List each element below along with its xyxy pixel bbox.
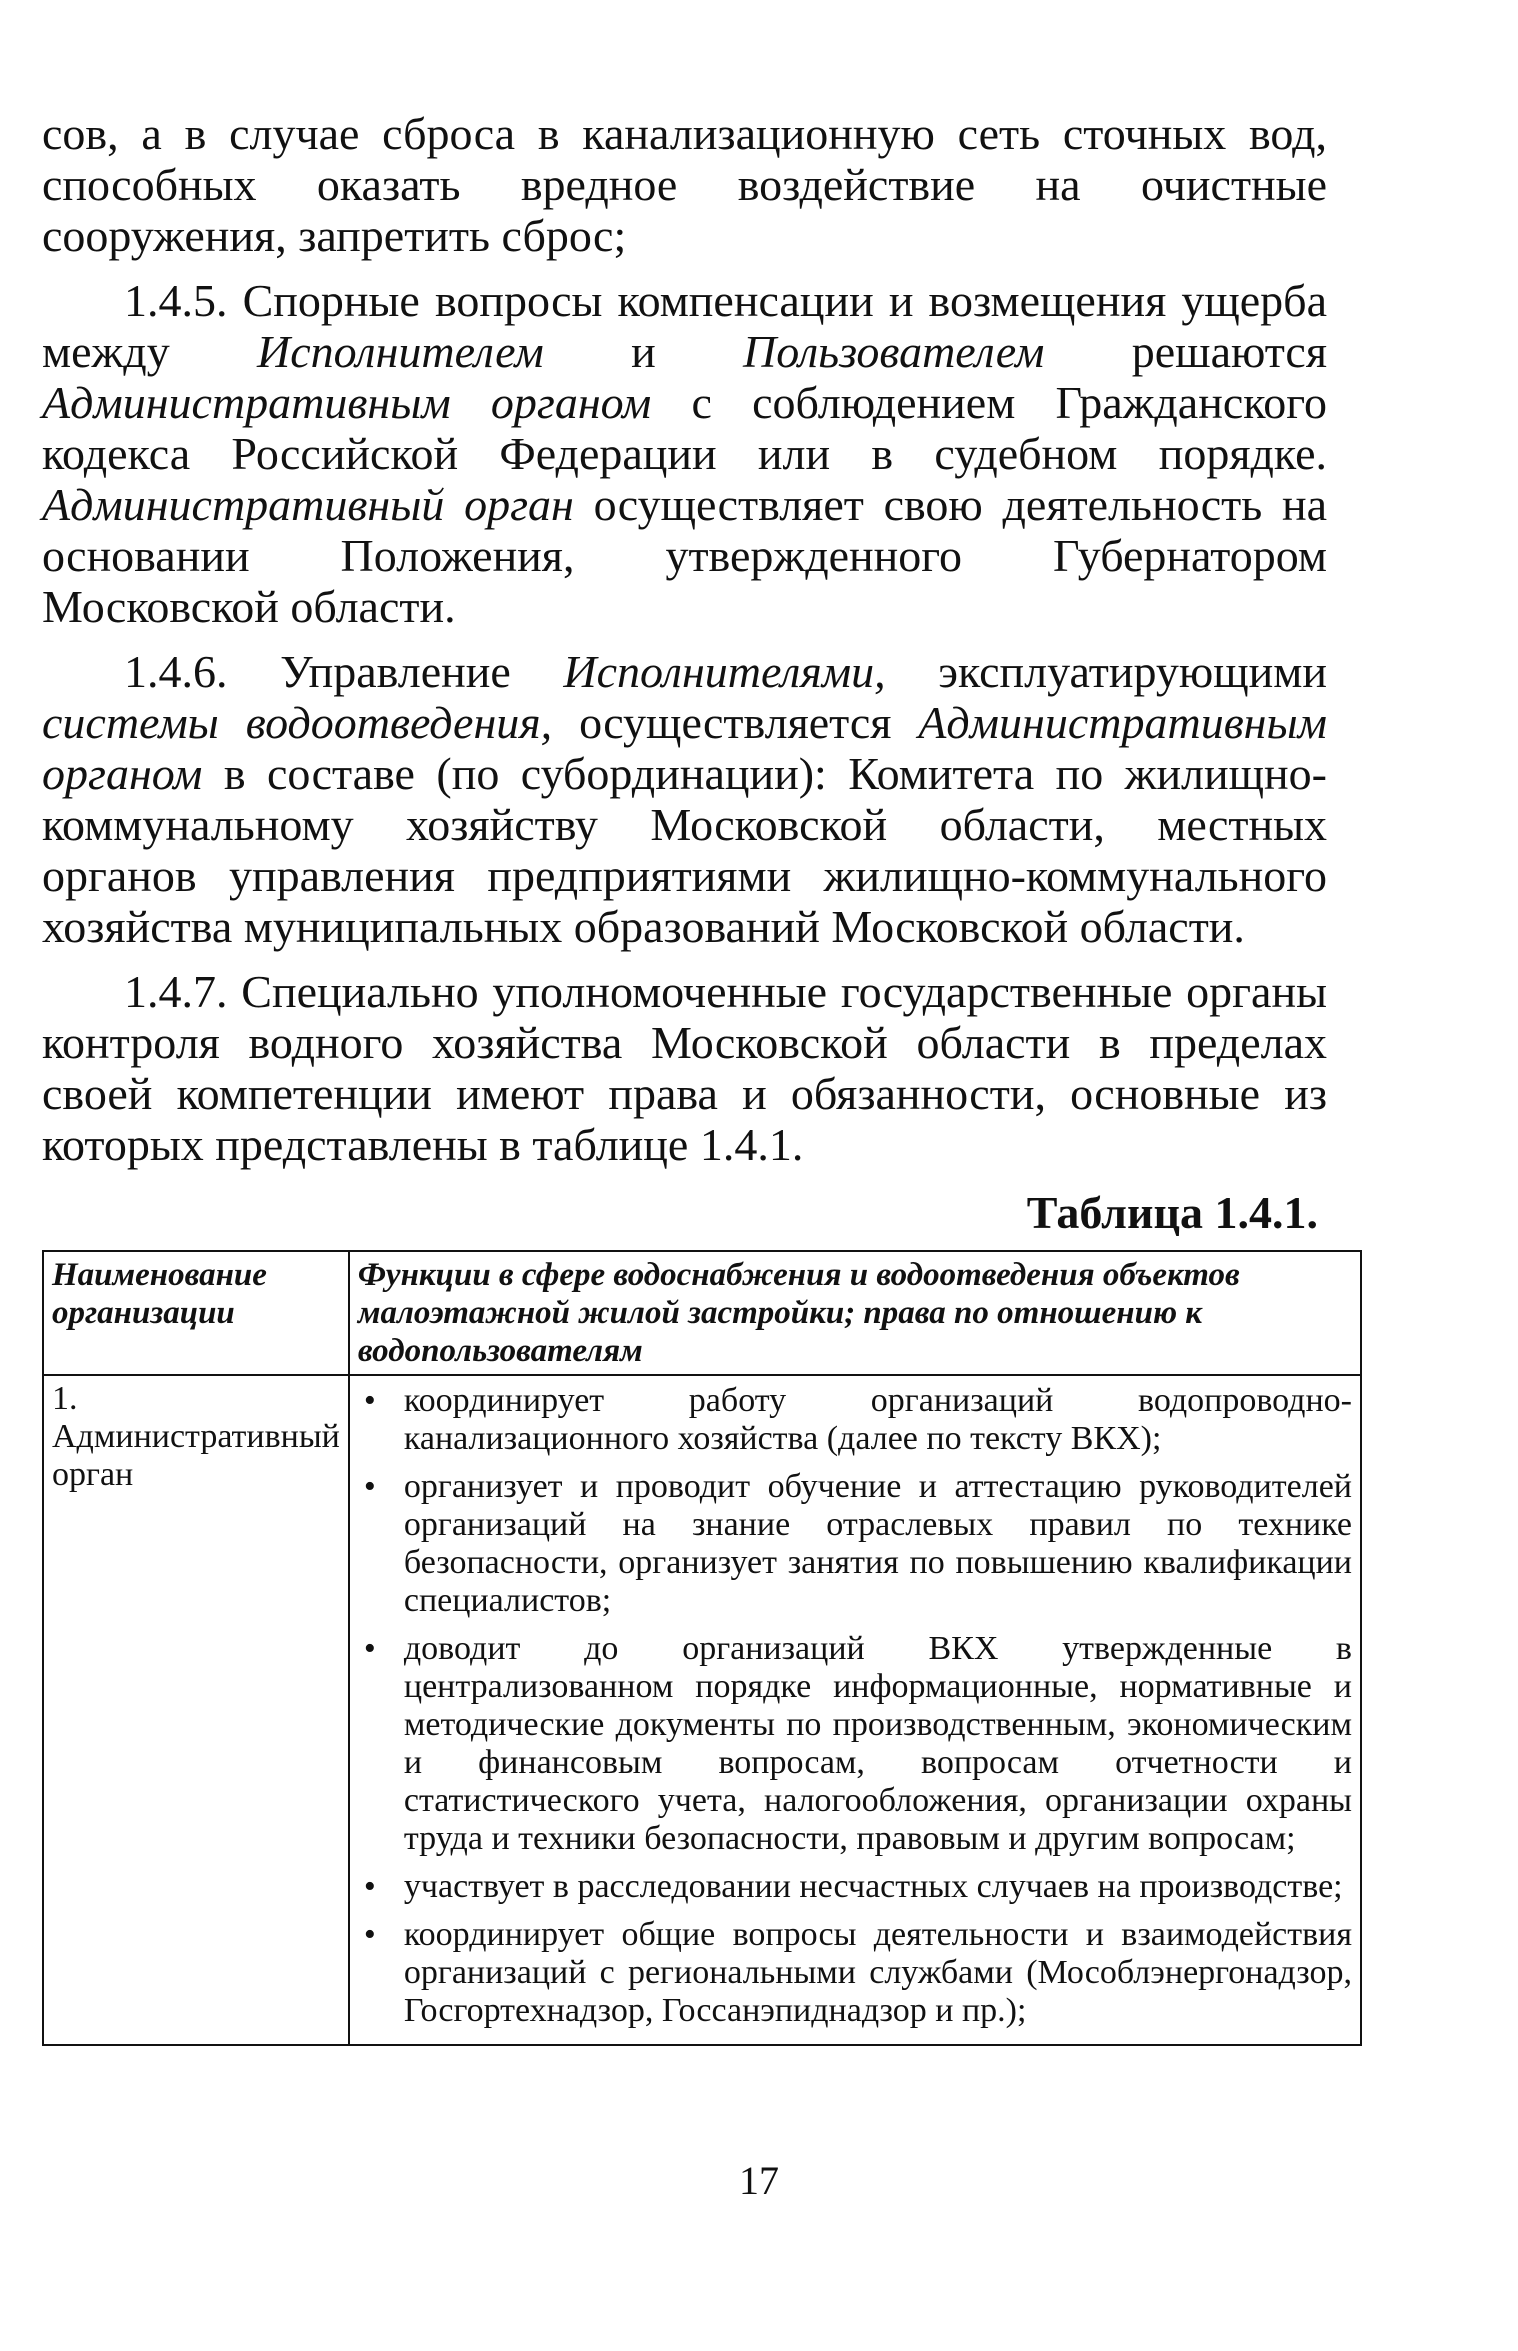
- list-item: • участвует в расследовании несчастных случаев на производстве;: [358, 1868, 1352, 1906]
- header-functions: Функции в сфере водоснабжения и водоотведения объектов малоэтажной жилой застройки; права по отношению к водопользователям: [349, 1251, 1361, 1375]
- paragraph-1-4-7: 1.4.7. Специально уполномоченные государственные органы контроля водного хозяйства Московской области в пределах своей компетенции имеют права и обязанности, основные из которых представлены в таблице 1.4.1.: [42, 966, 1327, 1170]
- paragraph-continuation: сов, а в случае сброса в канализационную сеть сточных вод, способных оказать вредное воздействие на очистные сооружения, запретить сброс;: [42, 108, 1327, 261]
- italic-term: Исполнителем: [257, 326, 544, 377]
- italic-term: Административный орган: [42, 479, 574, 530]
- list-item: • координирует работу организаций водопроводно-канализационного хозяйства (далее по тексту ВКХ);: [358, 1382, 1352, 1458]
- text-run: и: [543, 326, 744, 377]
- text-run: эксплуатирующими: [885, 646, 1327, 697]
- list-item: • организует и проводит обучение и аттестацию руководителей организаций на знание отраслевых правил по технике безопасности, организует занятия по повышению квалификации специалистов;: [358, 1468, 1352, 1620]
- body-text: [42, 108, 1327, 1170]
- text-run: Управление: [280, 646, 564, 697]
- text-run: в составе (по субординации): Комитета по жилищно-коммунальному хозяйству Московской области, местных органов управления предприятиями жилищно-коммунального хозяйства муниципальных образований Московской области.: [42, 748, 1327, 952]
- italic-term: Административным органом: [42, 697, 1327, 799]
- text-run: с соблюдением Гражданского кодекса Российской Федерации или в судебном порядке.: [42, 377, 1327, 479]
- text-run: Спорные вопросы компенсации и возмещения ущерба между: [42, 275, 1327, 377]
- functions-table: [42, 1250, 1362, 2046]
- table-row: [43, 1375, 1361, 2045]
- italic-term: Пользователем: [743, 326, 1045, 377]
- page-number: 17: [739, 2158, 779, 2203]
- section-number: 1.4.5.: [124, 275, 243, 326]
- text-run: осуществляется: [552, 697, 919, 748]
- functions-cell: [349, 1375, 1361, 2045]
- italic-term: Административным органом: [42, 377, 652, 428]
- paragraph-1-4-5: [42, 275, 1327, 632]
- text-run: решаются: [1044, 326, 1327, 377]
- table-caption: Таблица 1.4.1.: [1026, 1187, 1318, 1238]
- list-item: • доводит до организаций ВКХ утвержденные в централизованном порядке информационные, нормативные и методические документы по производственным, экономическим и финансовым вопросам, вопросам отчетности и статистического учета, налогообложения, организации охраны труда и техники безопасности, правовым и другим вопросам;: [358, 1630, 1352, 1858]
- italic-term: Исполнителями,: [563, 646, 886, 697]
- section-number: 1.4.6.: [124, 646, 281, 697]
- paragraph-1-4-6: [42, 646, 1327, 952]
- text-run: осуществляет свою деятельность на основании Положения, утвержденного Губернатором Московской области.: [42, 479, 1328, 632]
- header-organization: Наименование организации: [43, 1251, 349, 1375]
- list-item: • координирует общие вопросы деятельности и взаимодействия организаций с региональными службами (Мособлэнергонадзор, Госгортехнадзор, Госсанэпиднадзор и пр.);: [358, 1916, 1352, 2030]
- organization-cell: 1. Административный орган: [43, 1375, 349, 2045]
- table-header-row: [43, 1251, 1361, 1375]
- functions-list: [358, 1382, 1352, 2030]
- italic-term: системы водоотведения,: [42, 697, 553, 748]
